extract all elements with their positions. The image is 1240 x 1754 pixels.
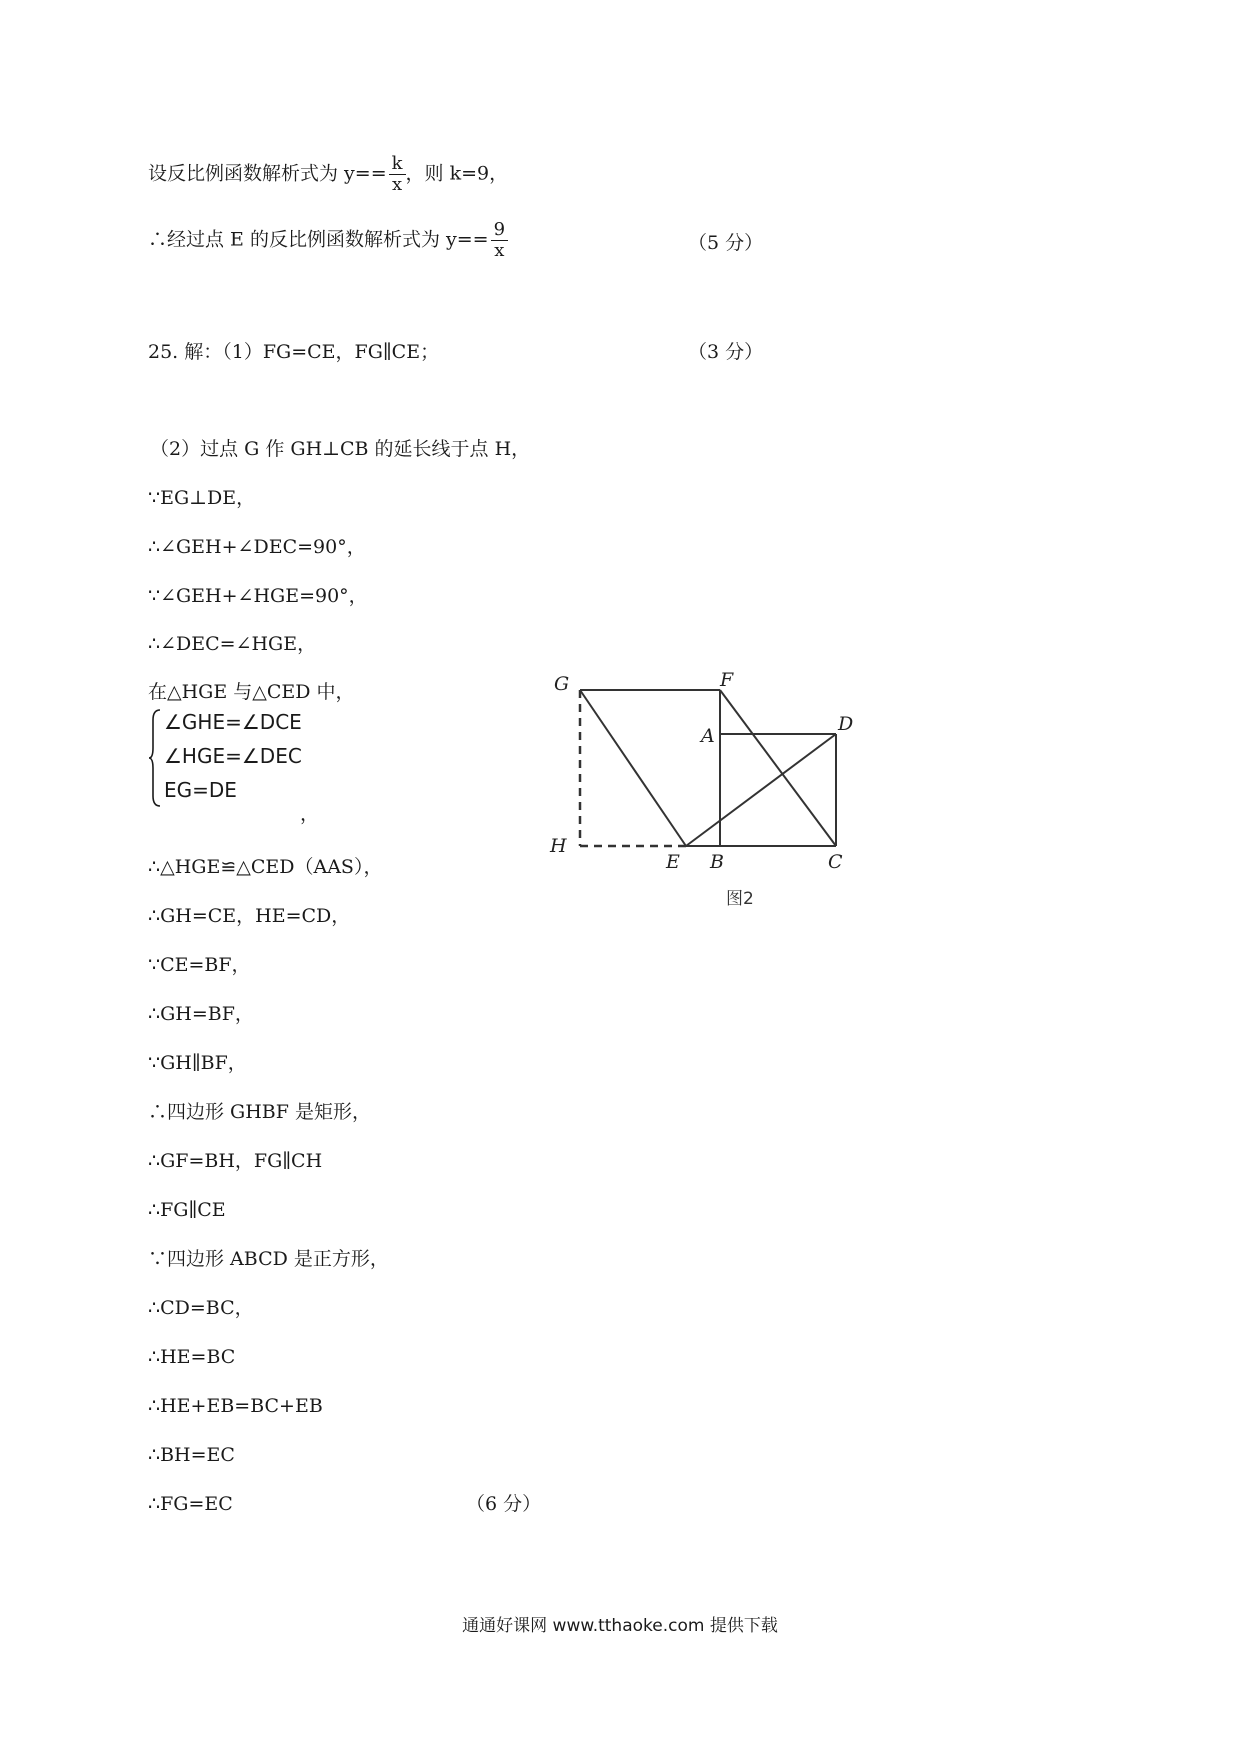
step-15: ∴CD=BC， [148, 1297, 254, 1319]
label-F: F [720, 669, 734, 691]
step-3: ∵∠GEH+∠HGE=90°， [148, 585, 368, 607]
label-C: C [828, 851, 843, 873]
step-12: ∴GF=BH，FG∥CH [148, 1150, 323, 1172]
step-16: ∴HE=BC [148, 1346, 236, 1368]
figure-drawing [540, 668, 870, 918]
figure-caption: 图2 [726, 889, 754, 909]
score-3: （3 分） [688, 341, 764, 363]
step-6: ∴△HGE≌△CED（AAS）， [148, 856, 383, 878]
label-B: B [710, 851, 724, 873]
segment-ED [686, 734, 836, 846]
step-9: ∴GH=BF， [148, 1003, 254, 1025]
score-6: （6 分） [466, 1493, 542, 1515]
q25-part2-intro: （2）过点 G 作 GH⊥CB 的延长线于点 H， [150, 438, 531, 460]
label-A: A [701, 725, 715, 747]
fraction-numerator: k [389, 154, 406, 175]
system-row-3: EG=DE [164, 778, 237, 802]
step-2: ∴∠GEH+∠DEC=90°， [148, 536, 366, 558]
geometry-figure [540, 668, 870, 918]
step-5: 在△HGE 与△CED 中， [148, 681, 355, 703]
system-comma: ， [300, 803, 320, 825]
label-H: H [550, 835, 567, 857]
score-5: （5 分） [688, 232, 764, 254]
equation-system [148, 708, 308, 808]
system-row-1: ∠GHE=∠DCE [164, 710, 302, 734]
step-18: ∴BH=EC [148, 1444, 235, 1466]
text-line-k-def [148, 154, 508, 195]
step-14: ∵四边形 ABCD 是正方形， [148, 1248, 389, 1270]
fraction-denominator: x [494, 240, 505, 261]
label-G: G [554, 673, 570, 695]
text-line-function [148, 220, 508, 261]
step-11: ∴四边形 GHBF 是矩形， [148, 1101, 371, 1123]
step-10: ∵GH∥BF， [148, 1052, 247, 1074]
segment-GE [580, 690, 686, 846]
step-1: ∵EG⊥DE， [148, 487, 256, 509]
label-D: D [838, 713, 854, 735]
line-prefix: ∴经过点 E 的反比例函数解析式为 y== [148, 228, 489, 251]
line-suffix: ，则 k=9， [405, 162, 509, 185]
step-7: ∴GH=CE，HE=CD， [148, 905, 351, 927]
left-brace-icon [148, 708, 162, 808]
step-8: ∵CE=BF， [148, 954, 251, 976]
segment-FC [720, 690, 836, 846]
step-19: ∴FG=EC [148, 1493, 233, 1515]
fraction-numerator: 9 [491, 220, 508, 241]
fraction-k-over-x [389, 154, 406, 195]
step-13: ∴FG∥CE [148, 1199, 226, 1221]
q25-part1: 25. 解：（1）FG=CE，FG∥CE； [148, 341, 440, 363]
label-E: E [666, 851, 680, 873]
fraction-9-over-x [491, 220, 508, 261]
fraction-denominator: x [392, 174, 403, 195]
system-row-2: ∠HGE=∠DEC [164, 744, 302, 768]
line-prefix: 设反比例函数解析式为 y== [148, 162, 387, 185]
step-17: ∴HE+EB=BC+EB [148, 1395, 323, 1417]
page-footer: 通通好课网 www.tthaoke.com 提供下载 [462, 1616, 778, 1636]
step-4: ∴∠DEC=∠HGE， [148, 633, 317, 655]
